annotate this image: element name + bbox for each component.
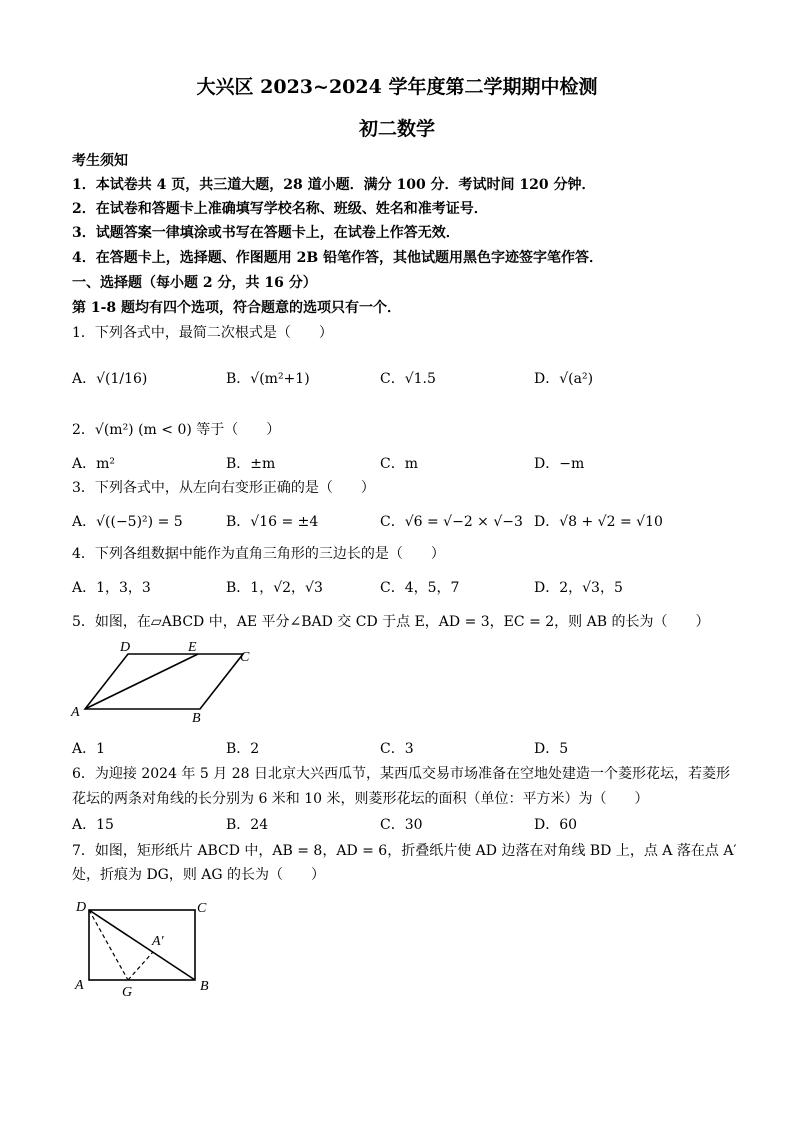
label-d: D	[120, 640, 131, 655]
parallelogram-figure	[70, 638, 260, 728]
option-a: A．√((−5)²) = 5	[72, 514, 183, 530]
question-stem-line: 7．如图，矩形纸片 ABCD 中，AB = 8，AD = 6，折叠纸片使 AD 边落在对角线 BD 上，点 A 落在点 A′	[72, 843, 737, 859]
option-b: B．√(m²+1)	[226, 371, 310, 387]
label-c: C	[197, 901, 207, 916]
option-c: C．m	[380, 456, 418, 472]
option-c: C．√6 = √−2 × √−3	[380, 514, 523, 530]
label-a: A	[71, 705, 80, 720]
label-g: G	[122, 985, 133, 1000]
option-a: A．m²	[72, 456, 115, 472]
option-a: A．15	[72, 817, 114, 833]
notice-item: 2．在试卷和答题卡上准确填写学校名称、班级、姓名和准考证号．	[72, 201, 488, 217]
option-c: C．√1.5	[380, 371, 436, 387]
rectangle-fold-figure	[70, 895, 220, 1005]
option-d: D．5	[534, 741, 569, 757]
question-stem-line: 6．为迎接 2024 年 5 月 28 日北京大兴西瓜节，某西瓜交易市场准备在空地处建造一个菱形花坛，若菱形	[72, 766, 730, 782]
option-c: C．30	[380, 817, 423, 833]
question-stem: 2．√(m²) (m < 0) 等于（ ）	[72, 422, 281, 438]
diagonal-bd	[89, 910, 195, 980]
fold-line-dg	[89, 910, 128, 980]
option-a: A．1	[72, 741, 106, 757]
label-b: B	[200, 979, 209, 994]
exam-subtitle: 初二数学	[358, 118, 435, 140]
option-b: B．2	[226, 741, 260, 757]
option-c: C．3	[380, 741, 414, 757]
option-b: B．±m	[226, 456, 276, 472]
notice-heading: 考生须知	[72, 153, 128, 169]
section-title: 一、选择题（每小题 2 分，共 16 分）	[72, 275, 317, 291]
option-d: D．√(a²)	[534, 371, 594, 387]
section-instruction: 第 1-8 题均有四个选项，符合题意的选项只有一个．	[72, 300, 402, 316]
question-stem: 1．下列各式中，最简二次根式是（ ）	[72, 325, 333, 341]
option-b: B．√16 = ±4	[226, 514, 319, 530]
label-a-prime: A′	[152, 934, 164, 949]
question-stem: 5．如图，在▱ABCD 中，AE 平分∠BAD 交 CD 于点 E，AD = 3，EC = 2，则 AB 的长为（ ）	[72, 614, 710, 630]
question-stem-line: 花坛的两条对角线的长分别为 6 米和 10 米，则菱形花坛的面积（单位：平方米）为（ ）	[72, 791, 649, 807]
option-b: B．1，√2，√3	[226, 580, 323, 596]
question-stem: 3．下列各式中，从左向右变形正确的是（ ）	[72, 480, 375, 496]
label-e: E	[188, 640, 197, 655]
segment-ga-prime	[128, 952, 153, 980]
option-a: A．√(1/16)	[72, 371, 148, 387]
option-a: A．1，3，3	[72, 580, 151, 596]
notice-item: 3．试题答案一律填涂或书写在答题卡上，在试卷上作答无效．	[72, 225, 460, 241]
option-b: B．24	[226, 817, 269, 833]
option-d: D．60	[534, 817, 578, 833]
label-d: D	[76, 900, 87, 915]
notice-item: 1．本试卷共 4 页，共三道大题，28 道小题．满分 100 分．考试时间 120 分钟．	[72, 177, 596, 193]
option-c: C．4，5，7	[380, 580, 460, 596]
label-c: C	[240, 650, 250, 665]
parallelogram-abcd	[85, 654, 243, 709]
label-b: B	[192, 711, 201, 726]
option-d: D．2，√3，5	[534, 580, 623, 596]
bisector-ae	[85, 654, 198, 709]
option-d: D．√8 + √2 = √10	[534, 514, 663, 530]
exam-title: 大兴区 2023~2024 学年度第二学期期中检测	[196, 76, 598, 98]
option-d: D．−m	[534, 456, 585, 472]
question-stem-line: 处，折痕为 DG，则 AG 的长为（ ）	[72, 867, 326, 883]
notice-item: 4．在答题卡上，选择题、作图题用 2B 铅笔作答，其他试题用黑色字迹签字笔作答．	[72, 250, 604, 266]
question-stem: 4．下列各组数据中能作为直角三角形的三边长的是（ ）	[72, 546, 445, 562]
label-a: A	[75, 978, 84, 993]
